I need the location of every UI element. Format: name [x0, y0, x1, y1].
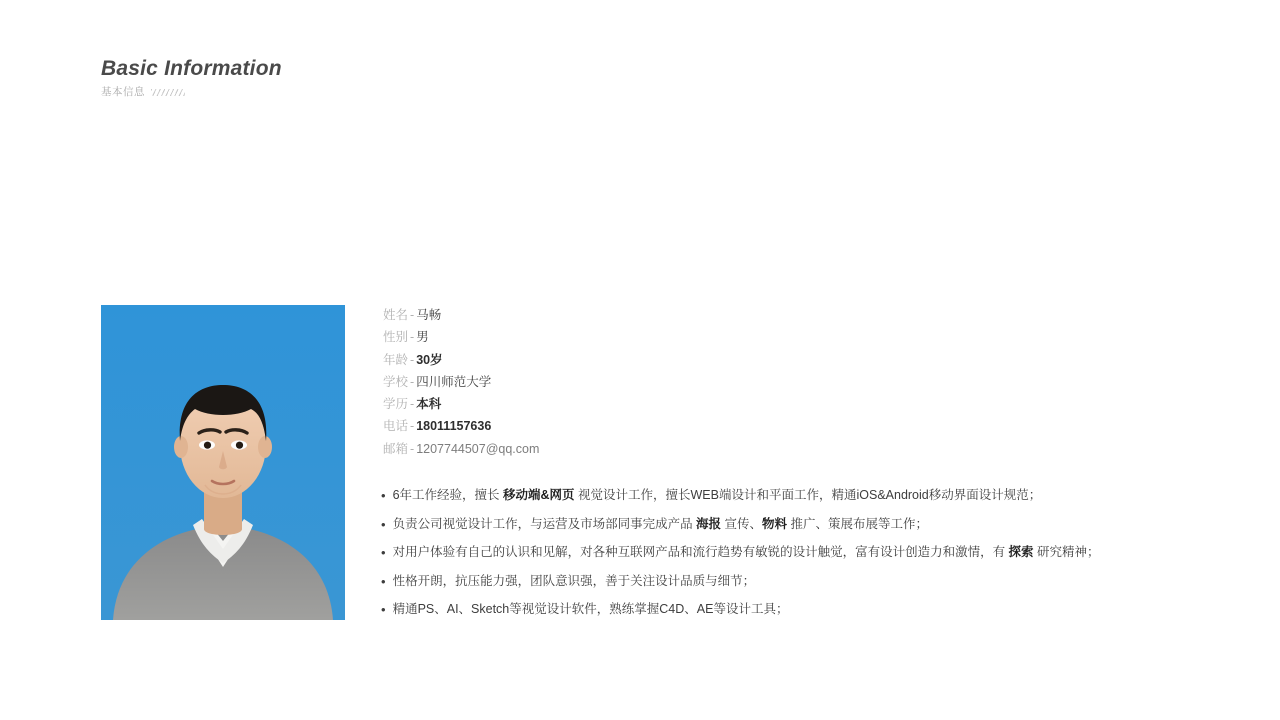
info-label: 学历 [383, 397, 409, 412]
bullet-dot-icon: • [381, 516, 386, 532]
bullet-dot-icon: • [381, 545, 386, 560]
list-item-text: 精通PS、AI、Sketch等视觉设计软件，熟练掌握C4D、AE等设计工具； [392, 602, 789, 616]
list-item [381, 601, 1201, 618]
info-value-school: 四川师范大学 [416, 374, 492, 389]
info-row [383, 371, 1183, 393]
bullet-dot-icon: • [381, 488, 386, 503]
info-label: 学校 [383, 374, 409, 389]
basic-info-list [383, 304, 1183, 460]
info-value-age: 30岁 [416, 352, 443, 367]
info-label: 电话 [383, 419, 409, 434]
list-item [381, 573, 1201, 590]
info-row [383, 393, 1183, 415]
info-value-gender: 男 [416, 330, 429, 345]
info-dash: - [410, 352, 415, 367]
info-label: 年龄 [383, 352, 409, 367]
info-row [383, 438, 1183, 460]
info-label: 姓名 [383, 308, 409, 322]
page-subtitle: 基本信息 [101, 86, 145, 98]
info-value-degree: 本科 [416, 397, 442, 412]
bullet-dot-icon: • [381, 602, 386, 617]
page-subtitle-row [101, 86, 282, 98]
info-dash: - [410, 308, 415, 322]
info-value-phone: 18011157636 [416, 419, 492, 434]
info-label: 邮箱 [383, 441, 409, 456]
info-dash: - [410, 397, 415, 412]
page-header [101, 56, 282, 98]
portrait-photo [101, 305, 345, 620]
info-row [383, 326, 1183, 348]
info-row [383, 415, 1183, 437]
info-value-email: 1207744507@qq.com [416, 441, 540, 456]
list-item-text: 性格开朗，抗压能力强，团队意识强，善于关注设计品质与细节； [392, 573, 756, 588]
diagonal-hatch-icon [151, 89, 185, 96]
list-item-text: 对用户体验有自己的认识和见解，对各种互联网产品和流行趋势有敏锐的设计触觉，富有设计创造力和激情，有 探索 研究精神； [392, 545, 1100, 559]
list-item [381, 487, 1201, 504]
info-value-name: 马畅 [416, 308, 442, 322]
info-row [383, 349, 1183, 371]
portrait-illustration [101, 305, 345, 620]
info-dash: - [410, 330, 415, 345]
bullet-dot-icon: • [381, 573, 386, 589]
info-dash: - [410, 374, 415, 389]
list-item [381, 544, 1201, 561]
info-row [383, 304, 1183, 326]
list-item [381, 516, 1201, 533]
info-dash: - [410, 441, 415, 456]
info-dash: - [410, 419, 415, 434]
info-label: 性别 [383, 330, 409, 345]
list-item-text: 6年工作经验，擅长 移动端&网页 视觉设计工作，擅长WEB端设计和平面工作，精通iOS&Android移动界面设计规范； [392, 488, 1042, 502]
page-title: Basic Information [101, 57, 282, 80]
list-item-text: 负责公司视觉设计工作，与运营及市场部同事完成产品 海报 宣传、物料 推广、策展布展等工作； [392, 516, 929, 531]
summary-bullet-list [381, 487, 1201, 630]
